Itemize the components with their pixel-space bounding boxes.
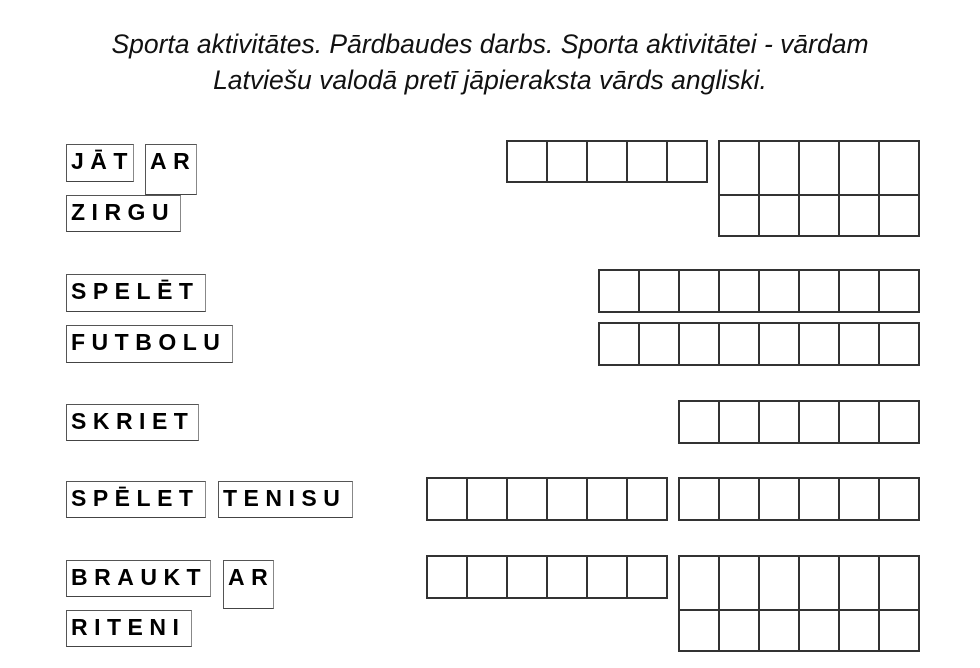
word-label-zirgu: ZIRGU — [66, 195, 181, 232]
letter-cell[interactable] — [586, 555, 628, 599]
letter-cell[interactable] — [878, 322, 920, 366]
letter-cell[interactable] — [666, 140, 708, 183]
letter-cell[interactable] — [598, 322, 640, 366]
letter-cell[interactable] — [838, 555, 880, 611]
letter-cell[interactable] — [798, 477, 840, 521]
letter-cell[interactable] — [758, 400, 800, 444]
letter-cell[interactable] — [878, 269, 920, 313]
letter-cell[interactable] — [546, 140, 588, 183]
letter-cell[interactable] — [838, 400, 880, 444]
letter-cell[interactable] — [506, 140, 548, 183]
letter-cell[interactable] — [878, 400, 920, 444]
word-label-ar-2: AR — [223, 560, 274, 609]
word-label-spelet: SPELĒT — [66, 274, 206, 312]
letter-cell[interactable] — [798, 269, 840, 313]
letter-cell[interactable] — [798, 400, 840, 444]
letter-cell[interactable] — [506, 555, 548, 599]
word-label-braukt: BRAUKT — [66, 560, 211, 597]
letter-cell[interactable] — [798, 609, 840, 652]
letter-cell[interactable] — [838, 140, 880, 196]
letter-cell[interactable] — [598, 269, 640, 313]
letter-cell[interactable] — [718, 140, 760, 196]
letter-cell[interactable] — [466, 555, 508, 599]
letter-cell[interactable] — [718, 269, 760, 313]
letter-cell[interactable] — [798, 322, 840, 366]
answer-grid-spelet-2[interactable] — [426, 477, 668, 521]
worksheet-title — [0, 26, 980, 98]
answer-grid-braukt[interactable] — [426, 555, 668, 599]
letter-cell[interactable] — [718, 400, 760, 444]
letter-cell[interactable] — [838, 609, 880, 652]
letter-cell[interactable] — [758, 140, 800, 196]
letter-cell[interactable] — [638, 322, 680, 366]
letter-cell[interactable] — [758, 322, 800, 366]
word-label-riteni: RITENI — [66, 610, 192, 647]
letter-cell[interactable] — [838, 322, 880, 366]
letter-cell[interactable] — [798, 194, 840, 237]
answer-grid-tenisu[interactable] — [678, 477, 920, 521]
letter-cell[interactable] — [638, 269, 680, 313]
answer-grid-spelet[interactable] — [598, 269, 920, 313]
letter-cell[interactable] — [838, 477, 880, 521]
letter-cell[interactable] — [466, 477, 508, 521]
word-label-ar: AR — [145, 144, 197, 195]
word-label-jat: JĀT — [66, 144, 134, 182]
letter-cell[interactable] — [678, 477, 720, 521]
letter-cell[interactable] — [718, 477, 760, 521]
letter-cell[interactable] — [758, 609, 800, 652]
title-line-1: Sporta aktivitātes. Pārdbaudes darbs. Sporta aktivitātei - vārdam — [111, 29, 869, 59]
letter-cell[interactable] — [758, 194, 800, 237]
letter-cell[interactable] — [718, 609, 760, 652]
letter-cell[interactable] — [758, 555, 800, 611]
letter-cell[interactable] — [678, 269, 720, 313]
letter-cell[interactable] — [878, 609, 920, 652]
letter-cell[interactable] — [838, 194, 880, 237]
letter-cell[interactable] — [426, 477, 468, 521]
letter-cell[interactable] — [878, 194, 920, 237]
answer-grid-jat[interactable] — [506, 140, 708, 183]
letter-cell[interactable] — [546, 477, 588, 521]
letter-cell[interactable] — [626, 477, 668, 521]
word-label-skriet: SKRIET — [66, 404, 199, 441]
letter-cell[interactable] — [878, 477, 920, 521]
word-label-tenisu: TENISU — [218, 481, 353, 518]
answer-grid-skriet[interactable] — [678, 400, 920, 444]
letter-cell[interactable] — [586, 477, 628, 521]
title-line-2: Latviešu valodā pretī jāpieraksta vārds angliski. — [213, 65, 767, 95]
letter-cell[interactable] — [718, 194, 760, 237]
letter-cell[interactable] — [626, 555, 668, 599]
letter-cell[interactable] — [718, 555, 760, 611]
answer-grid-futbolu[interactable] — [598, 322, 920, 366]
letter-cell[interactable] — [758, 269, 800, 313]
letter-cell[interactable] — [718, 322, 760, 366]
letter-cell[interactable] — [678, 400, 720, 444]
word-label-futbolu: FUTBOLU — [66, 325, 233, 363]
letter-cell[interactable] — [838, 269, 880, 313]
letter-cell[interactable] — [678, 609, 720, 652]
letter-cell[interactable] — [506, 477, 548, 521]
letter-cell[interactable] — [678, 555, 720, 611]
letter-cell[interactable] — [546, 555, 588, 599]
letter-cell[interactable] — [758, 477, 800, 521]
letter-cell[interactable] — [586, 140, 628, 183]
letter-cell[interactable] — [878, 555, 920, 611]
letter-cell[interactable] — [678, 322, 720, 366]
answer-grid-ar-zirgu[interactable] — [718, 140, 920, 237]
word-label-spelet-2: SPĒLET — [66, 481, 206, 518]
letter-cell[interactable] — [626, 140, 668, 183]
answer-grid-ar-riteni[interactable] — [678, 555, 920, 652]
letter-cell[interactable] — [798, 555, 840, 611]
letter-cell[interactable] — [798, 140, 840, 196]
letter-cell[interactable] — [878, 140, 920, 196]
letter-cell[interactable] — [426, 555, 468, 599]
